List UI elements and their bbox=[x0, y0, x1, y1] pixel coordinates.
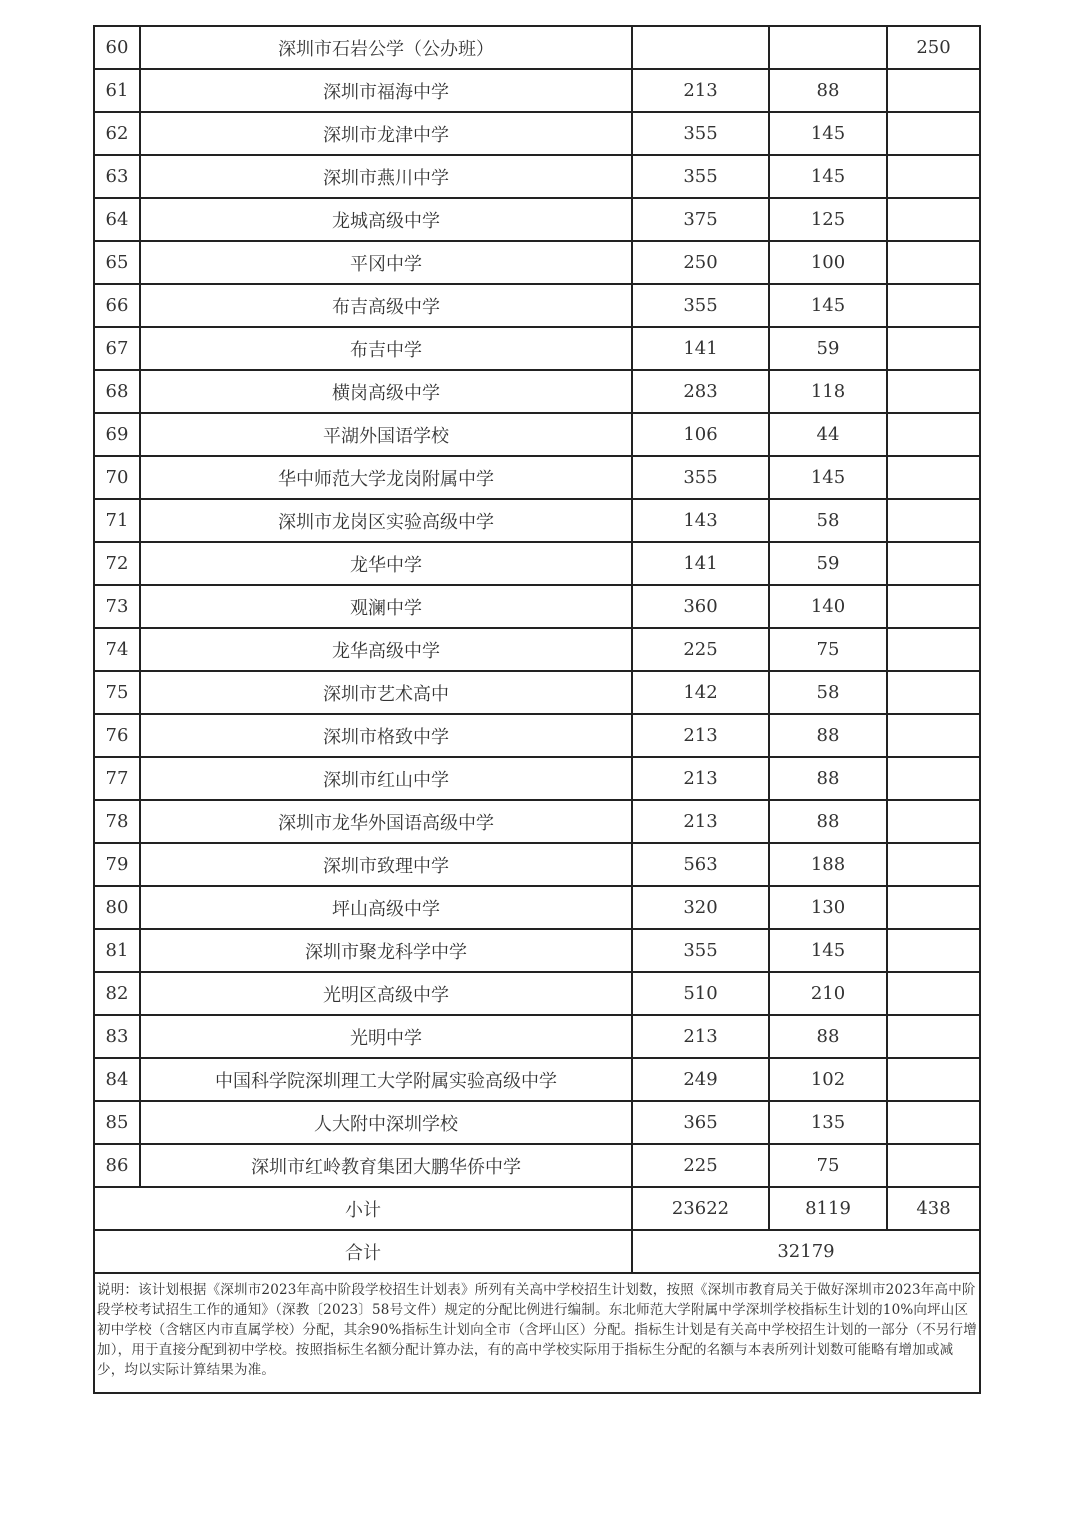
row-number: 72 bbox=[94, 542, 140, 585]
school-name: 龙华高级中学 bbox=[140, 628, 632, 671]
quota-col-c bbox=[887, 69, 980, 112]
quota-col-c bbox=[887, 800, 980, 843]
table-row bbox=[94, 284, 980, 327]
quota-col-b bbox=[769, 26, 887, 69]
row-number: 67 bbox=[94, 327, 140, 370]
row-number: 65 bbox=[94, 241, 140, 284]
quota-col-b: 210 bbox=[769, 972, 887, 1015]
row-number: 64 bbox=[94, 198, 140, 241]
table-row bbox=[94, 757, 980, 800]
table-row bbox=[94, 1144, 980, 1187]
quota-col-c bbox=[887, 112, 980, 155]
school-name: 中国科学院深圳理工大学附属实验高级中学 bbox=[140, 1058, 632, 1101]
school-name: 坪山高级中学 bbox=[140, 886, 632, 929]
quota-col-c bbox=[887, 413, 980, 456]
quota-col-a: 142 bbox=[632, 671, 769, 714]
school-name: 平冈中学 bbox=[140, 241, 632, 284]
school-name: 龙华中学 bbox=[140, 542, 632, 585]
quota-col-c bbox=[887, 155, 980, 198]
school-name: 龙城高级中学 bbox=[140, 198, 632, 241]
quota-col-a: 375 bbox=[632, 198, 769, 241]
quota-col-a: 213 bbox=[632, 757, 769, 800]
total-value: 32179 bbox=[632, 1230, 980, 1273]
quota-col-c bbox=[887, 1101, 980, 1144]
quota-col-c bbox=[887, 456, 980, 499]
school-name: 深圳市艺术高中 bbox=[140, 671, 632, 714]
quota-col-c bbox=[887, 628, 980, 671]
table-row bbox=[94, 542, 980, 585]
quota-col-b: 75 bbox=[769, 1144, 887, 1187]
table-row bbox=[94, 714, 980, 757]
table-row bbox=[94, 585, 980, 628]
row-number: 61 bbox=[94, 69, 140, 112]
school-name: 平湖外国语学校 bbox=[140, 413, 632, 456]
quota-col-a: 510 bbox=[632, 972, 769, 1015]
table-row bbox=[94, 843, 980, 886]
quota-col-b: 88 bbox=[769, 757, 887, 800]
quota-col-c bbox=[887, 198, 980, 241]
quota-col-a: 106 bbox=[632, 413, 769, 456]
table-row bbox=[94, 886, 980, 929]
school-name: 深圳市致理中学 bbox=[140, 843, 632, 886]
table-row bbox=[94, 327, 980, 370]
quota-col-a: 563 bbox=[632, 843, 769, 886]
quota-col-a: 283 bbox=[632, 370, 769, 413]
row-number: 85 bbox=[94, 1101, 140, 1144]
table-row bbox=[94, 112, 980, 155]
table-row bbox=[94, 456, 980, 499]
quota-col-b: 88 bbox=[769, 714, 887, 757]
school-name: 深圳市龙津中学 bbox=[140, 112, 632, 155]
row-number: 78 bbox=[94, 800, 140, 843]
quota-col-b: 145 bbox=[769, 456, 887, 499]
row-number: 74 bbox=[94, 628, 140, 671]
subtotal-col-a: 23622 bbox=[632, 1187, 769, 1230]
quota-col-a: 213 bbox=[632, 69, 769, 112]
quota-col-a: 225 bbox=[632, 628, 769, 671]
subtotal-col-c: 438 bbox=[887, 1187, 980, 1230]
table-row bbox=[94, 155, 980, 198]
school-name: 深圳市龙岗区实验高级中学 bbox=[140, 499, 632, 542]
row-number: 63 bbox=[94, 155, 140, 198]
quota-col-c bbox=[887, 284, 980, 327]
school-name: 华中师范大学龙岗附属中学 bbox=[140, 456, 632, 499]
table-row bbox=[94, 972, 980, 1015]
quota-col-a: 320 bbox=[632, 886, 769, 929]
quota-col-b: 145 bbox=[769, 284, 887, 327]
quota-col-c bbox=[887, 843, 980, 886]
quota-col-b: 59 bbox=[769, 327, 887, 370]
quota-col-c bbox=[887, 241, 980, 284]
school-name: 光明中学 bbox=[140, 1015, 632, 1058]
quota-col-c bbox=[887, 671, 980, 714]
quota-col-a: 355 bbox=[632, 929, 769, 972]
quota-col-b: 145 bbox=[769, 929, 887, 972]
quota-col-b: 58 bbox=[769, 499, 887, 542]
row-number: 76 bbox=[94, 714, 140, 757]
school-name: 深圳市龙华外国语高级中学 bbox=[140, 800, 632, 843]
school-name: 人大附中深圳学校 bbox=[140, 1101, 632, 1144]
table-row bbox=[94, 628, 980, 671]
table-row bbox=[94, 1101, 980, 1144]
quota-col-b: 59 bbox=[769, 542, 887, 585]
table-row bbox=[94, 198, 980, 241]
quota-col-c bbox=[887, 714, 980, 757]
quota-col-a: 249 bbox=[632, 1058, 769, 1101]
table-row bbox=[94, 929, 980, 972]
school-name: 横岗高级中学 bbox=[140, 370, 632, 413]
row-number: 68 bbox=[94, 370, 140, 413]
row-number: 69 bbox=[94, 413, 140, 456]
quota-col-a: 213 bbox=[632, 1015, 769, 1058]
quota-col-b: 118 bbox=[769, 370, 887, 413]
note-row bbox=[94, 1273, 980, 1393]
quota-col-b: 88 bbox=[769, 69, 887, 112]
row-number: 77 bbox=[94, 757, 140, 800]
quota-col-a bbox=[632, 26, 769, 69]
quota-col-c bbox=[887, 585, 980, 628]
quota-col-a: 355 bbox=[632, 112, 769, 155]
quota-col-a: 141 bbox=[632, 327, 769, 370]
quota-col-c bbox=[887, 1144, 980, 1187]
table-row bbox=[94, 26, 980, 69]
table-row bbox=[94, 671, 980, 714]
school-name: 观澜中学 bbox=[140, 585, 632, 628]
quota-allocation-table bbox=[93, 25, 981, 1394]
row-number: 86 bbox=[94, 1144, 140, 1187]
table-row bbox=[94, 413, 980, 456]
school-name: 深圳市红山中学 bbox=[140, 757, 632, 800]
table-row bbox=[94, 1058, 980, 1101]
school-name: 布吉中学 bbox=[140, 327, 632, 370]
row-number: 82 bbox=[94, 972, 140, 1015]
quota-col-a: 141 bbox=[632, 542, 769, 585]
quota-col-b: 100 bbox=[769, 241, 887, 284]
row-number: 66 bbox=[94, 284, 140, 327]
quota-col-a: 213 bbox=[632, 800, 769, 843]
quota-col-b: 188 bbox=[769, 843, 887, 886]
school-name: 深圳市格致中学 bbox=[140, 714, 632, 757]
subtotal-col-b: 8119 bbox=[769, 1187, 887, 1230]
quota-col-b: 102 bbox=[769, 1058, 887, 1101]
quota-col-b: 145 bbox=[769, 112, 887, 155]
table-row bbox=[94, 241, 980, 284]
school-name: 布吉高级中学 bbox=[140, 284, 632, 327]
school-name: 深圳市石岩公学（公办班） bbox=[140, 26, 632, 69]
table-row bbox=[94, 800, 980, 843]
quota-col-b: 88 bbox=[769, 1015, 887, 1058]
row-number: 70 bbox=[94, 456, 140, 499]
school-name: 深圳市聚龙科学中学 bbox=[140, 929, 632, 972]
table-row bbox=[94, 69, 980, 112]
quota-col-a: 250 bbox=[632, 241, 769, 284]
quota-col-b: 88 bbox=[769, 800, 887, 843]
quota-col-b: 140 bbox=[769, 585, 887, 628]
row-number: 84 bbox=[94, 1058, 140, 1101]
quota-col-c bbox=[887, 370, 980, 413]
quota-col-b: 145 bbox=[769, 155, 887, 198]
quota-col-c bbox=[887, 972, 980, 1015]
quota-col-b: 44 bbox=[769, 413, 887, 456]
school-name: 深圳市红岭教育集团大鹏华侨中学 bbox=[140, 1144, 632, 1187]
quota-col-c bbox=[887, 499, 980, 542]
quota-col-a: 355 bbox=[632, 284, 769, 327]
row-number: 73 bbox=[94, 585, 140, 628]
row-number: 83 bbox=[94, 1015, 140, 1058]
row-number: 75 bbox=[94, 671, 140, 714]
row-number: 71 bbox=[94, 499, 140, 542]
quota-col-c bbox=[887, 542, 980, 585]
table-row bbox=[94, 499, 980, 542]
quota-col-a: 225 bbox=[632, 1144, 769, 1187]
table-body bbox=[94, 26, 980, 1393]
quota-col-b: 75 bbox=[769, 628, 887, 671]
subtotal-label: 小计 bbox=[94, 1187, 632, 1230]
quota-col-c bbox=[887, 327, 980, 370]
quota-col-a: 360 bbox=[632, 585, 769, 628]
row-number: 81 bbox=[94, 929, 140, 972]
quota-col-a: 143 bbox=[632, 499, 769, 542]
school-name: 深圳市福海中学 bbox=[140, 69, 632, 112]
explanatory-note: 说明：该计划根据《深圳市2023年高中阶段学校招生计划表》所列有关高中学校招生计划数，按照《深圳市教育局关于做好深圳市2023年高中阶段学校考试招生工作的通知》（深教〔2023〕58号文件）规定的分配比例进行编制。东北师范大学附属中学深圳学校指标生计划的10%向坪山区初中学校（含辖区内市直属学校）分配，其余90%指标生计划向全市（含坪山区）分配。指标生计划是有关高中学校招生计划的一部分（不另行增加），用于直接分配到初中学校。按照指标生名额分配计算办法，有的高中学校实际用于指标生分配的名额与本表所列计划数可能略有增加或减少，均以实际计算结果为准。 bbox=[94, 1273, 980, 1393]
quota-col-c bbox=[887, 886, 980, 929]
quota-col-b: 135 bbox=[769, 1101, 887, 1144]
table-row bbox=[94, 370, 980, 413]
quota-col-a: 213 bbox=[632, 714, 769, 757]
quota-col-b: 125 bbox=[769, 198, 887, 241]
total-row bbox=[94, 1230, 980, 1273]
row-number: 62 bbox=[94, 112, 140, 155]
subtotal-row bbox=[94, 1187, 980, 1230]
school-name: 深圳市燕川中学 bbox=[140, 155, 632, 198]
quota-col-a: 355 bbox=[632, 456, 769, 499]
quota-col-c: 250 bbox=[887, 26, 980, 69]
quota-col-c bbox=[887, 1058, 980, 1101]
school-name: 光明区高级中学 bbox=[140, 972, 632, 1015]
quota-col-c bbox=[887, 929, 980, 972]
row-number: 79 bbox=[94, 843, 140, 886]
quota-col-b: 130 bbox=[769, 886, 887, 929]
quota-col-c bbox=[887, 1015, 980, 1058]
row-number: 80 bbox=[94, 886, 140, 929]
quota-col-b: 58 bbox=[769, 671, 887, 714]
table-row bbox=[94, 1015, 980, 1058]
row-number: 60 bbox=[94, 26, 140, 69]
quota-col-a: 355 bbox=[632, 155, 769, 198]
quota-col-c bbox=[887, 757, 980, 800]
total-label: 合计 bbox=[94, 1230, 632, 1273]
quota-col-a: 365 bbox=[632, 1101, 769, 1144]
